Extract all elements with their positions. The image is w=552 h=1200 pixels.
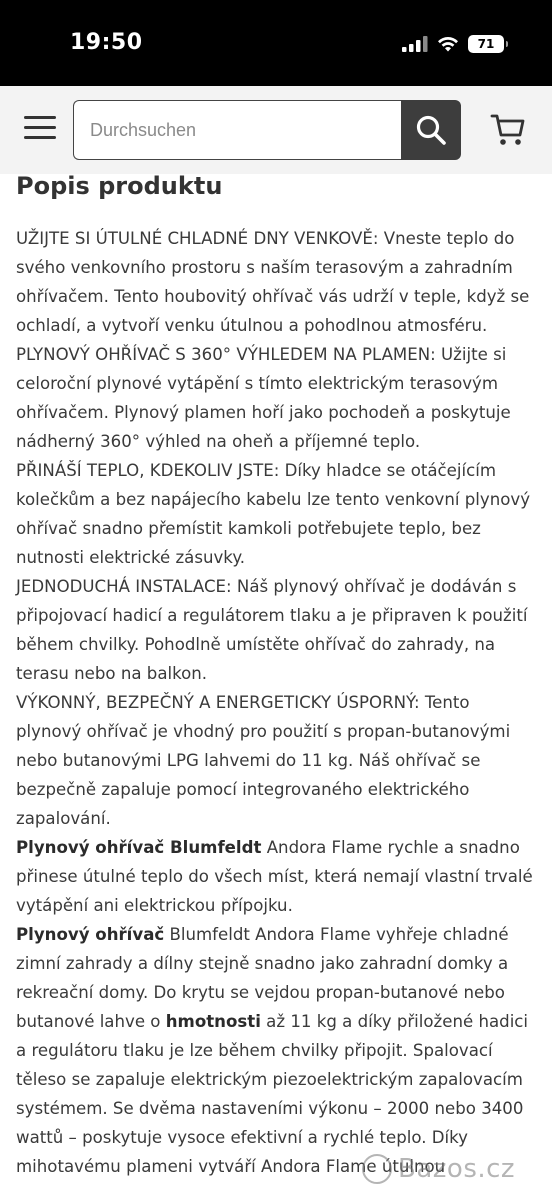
description-paragraph: VÝKONNÝ, BEZPEČNÝ A ENERGETICKY ÚSPORNÝ: Tento plynový ohřívač je vhodný pro použití s propan-butanovými nebo butanovými LPG lahvemi do 11 kg. Náš ohřívač se bezpečně zapaluje pomocí integrovaného elektrického zapalování. [16,693,511,828]
product-content [16,168,540,1181]
watermark-text: Bazos.cz [398,1154,516,1184]
bold-text: hmotnosti [165,1012,261,1031]
paragraph-text: Andora Flame rychle a snadno přinese útulné teplo do všech míst, která nemají vlastní trvalé vytápění ani elektrickou přípojku. [16,838,533,915]
description-paragraph [16,833,540,920]
description-paragraph: UŽIJTE SI ÚTULNÉ CHLADNÉ DNY VENKOVĚ: Vneste teplo do svého venkovního prostoru s naším terasovým a zahradním ohřívačem. Tento houbovitý ohřívač vás udrží v teple, když se ochladí, a vytvoří venku útulnou a pohodlnou atmosféru. [16,229,530,335]
cellular-signal-icon [402,36,428,52]
status-time: 19:50 [70,30,143,55]
search-input[interactable] [73,100,403,160]
battery-icon [468,35,504,53]
bold-text: Plynový ohřívač Blumfeldt [16,838,262,857]
description-paragraph: PLYNOVÝ OHŘÍVAČ S 360° VÝHLEDEM NA PLAMEN: Užijte si celoroční plynové vytápění s tímto elektrickým terasovým ohřívačem. Plynový plamen hoří jako pochodeň a poskytuje nádherný 360° výhled na oheň a příjemné teplo. [16,345,511,451]
status-icons [402,35,504,53]
cart-button[interactable] [490,113,526,147]
hamburger-menu-icon [24,116,56,139]
shopping-cart-icon [490,113,526,147]
battery-level: 71 [477,37,495,51]
description-paragraph [16,920,540,1181]
site-header [0,86,552,174]
section-title: Popis produktu [16,172,223,200]
status-bar [0,0,552,86]
menu-button[interactable] [24,116,56,142]
bold-text: Plynový ohřívač [16,925,165,944]
search-icon [415,114,447,146]
paragraph-text: až 11 kg a díky přiložené hadici a regulátoru tlaku je lze během chvilky připojit. Spalovací těleso se zapaluje elektrickým piezoelektrickým zapalovacím systémem. Se dvěma nastaveními výkonu – 2000 nebo 3400 wattů – poskytuje vysoce efektivní a rychlé teplo. Díky mihotavému plameni vytváří Andora Flame útulnou [16,1012,529,1176]
search-button[interactable] [401,100,461,160]
wifi-icon [437,36,459,52]
bazos-logo-icon [362,1154,392,1184]
watermark [362,1154,515,1184]
description-paragraph: PŘINÁŠÍ TEPLO, KDEKOLIV JSTE: Díky hladce se otáčejícím kolečkům a bez napájecího kabelu lze tento venkovní plynový ohřívač snadno přemístit kamkoli potřebujete teplo, bez nutnosti elektrické zásuvky. [16,461,531,567]
paragraph-text: Blumfeldt Andora Flame vyhřeje chladné zimní zahrady a dílny stejně snadno jako zahradní domky a rekreační domy. Do krytu se vejdou propan-butanové nebo butanové lahve o [16,925,509,1031]
product-description [16,224,540,1181]
description-paragraph: JEDNODUCHÁ INSTALACE: Náš plynový ohřívač je dodáván s připojovací hadicí a regulátorem tlaku a je připraven k použití během chvilky. Pohodlně umístěte ohřívač do zahrady, na terasu nebo na balkon. [16,577,528,683]
